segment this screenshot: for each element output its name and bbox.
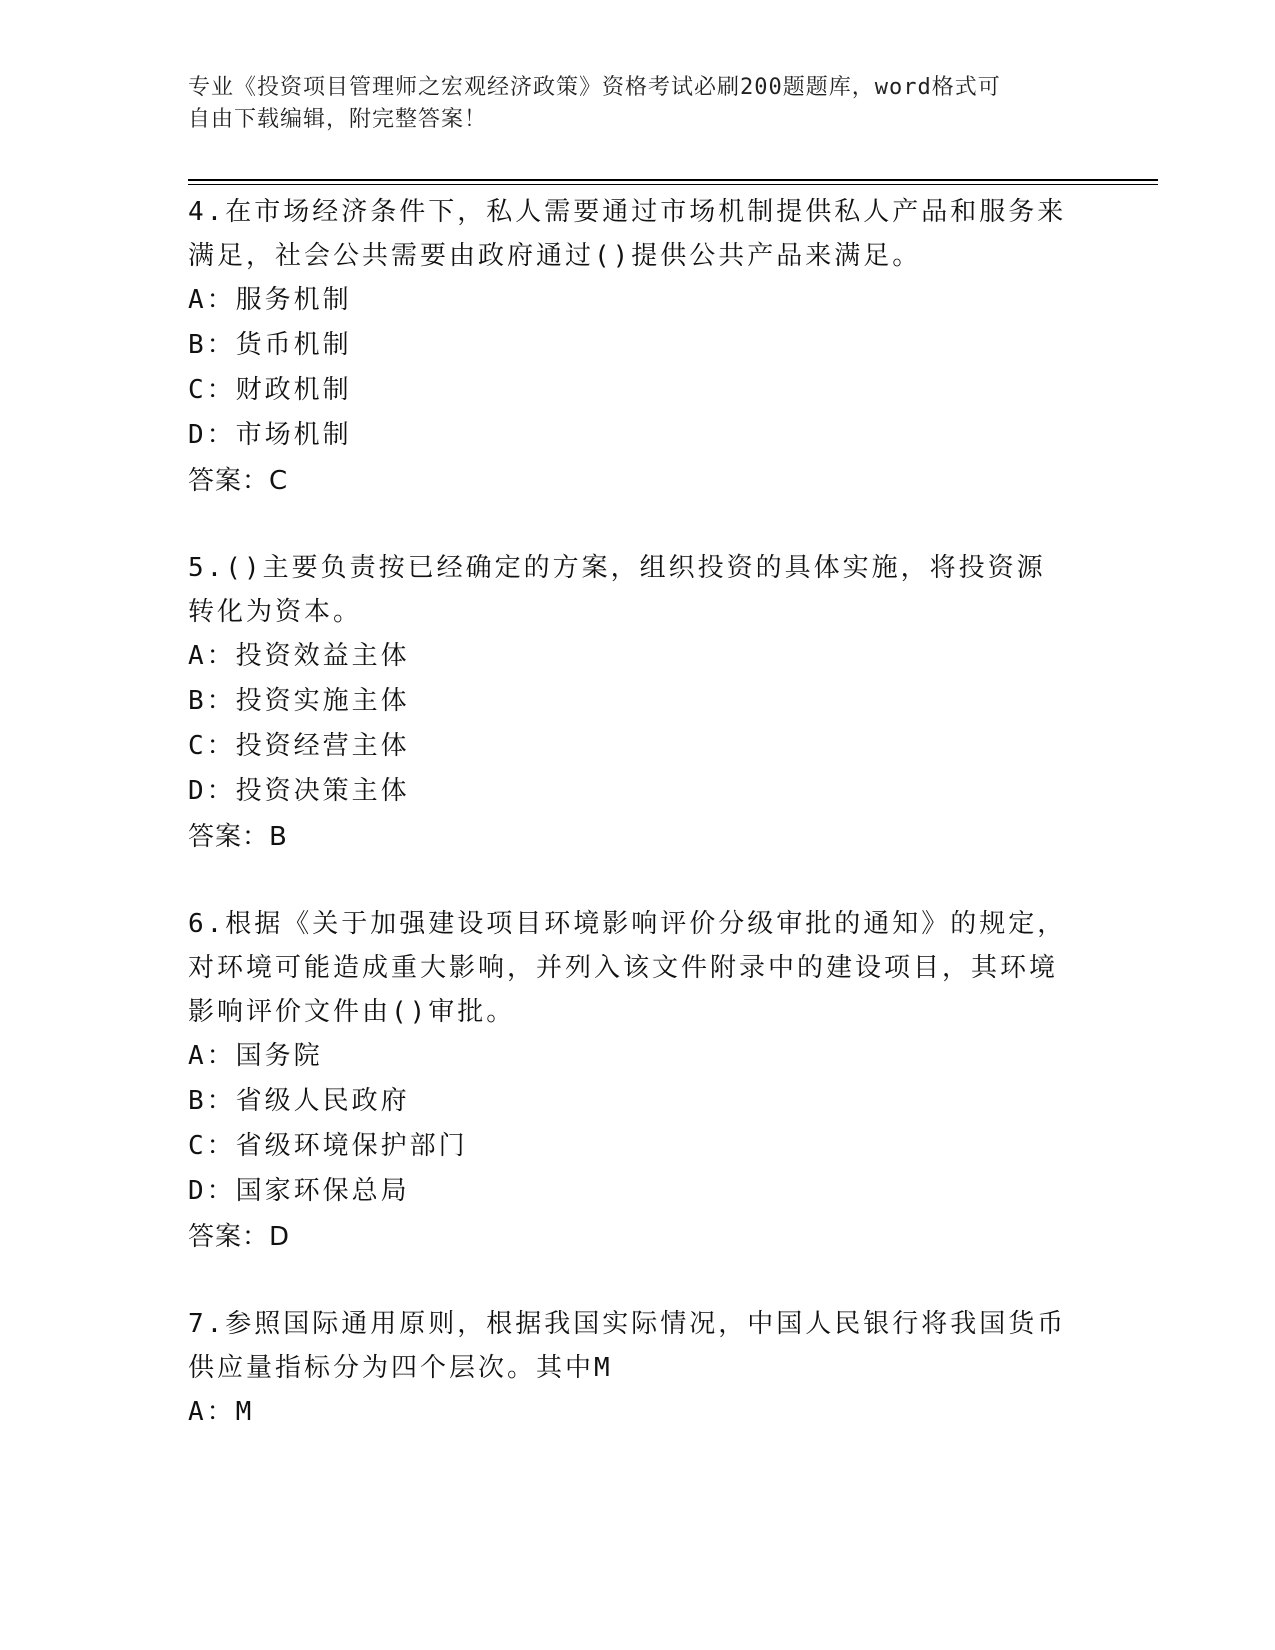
question-list xyxy=(188,190,1068,1435)
question-7 xyxy=(188,1302,1068,1435)
option-d: D：国家环保总局 xyxy=(188,1176,410,1206)
header-divider-thin xyxy=(188,184,1158,185)
option-b: B：投资实施主体 xyxy=(188,686,410,716)
option-c: C：投资经营主体 xyxy=(188,731,410,761)
header-line-2: 自由下载编辑，附完整答案！ xyxy=(188,107,488,132)
answer-line: 答案：D xyxy=(188,1222,291,1252)
answer-line: 答案：C xyxy=(188,466,289,496)
question-5 xyxy=(188,546,1068,860)
option-a: A：M xyxy=(188,1397,255,1427)
option-a: A：国务院 xyxy=(188,1041,323,1071)
document-header xyxy=(188,72,1068,136)
option-d: D：投资决策主体 xyxy=(188,776,410,806)
question-stem: 5.()主要负责按已经确定的方案，组织投资的具体实施，将投资源转化为资本。 xyxy=(188,553,1046,627)
option-d: D：市场机制 xyxy=(188,420,352,450)
option-b: B：货币机制 xyxy=(188,330,352,360)
option-a: A：服务机制 xyxy=(188,285,352,315)
header-divider-thick xyxy=(188,179,1158,181)
option-a: A：投资效益主体 xyxy=(188,641,410,671)
question-4 xyxy=(188,190,1068,504)
question-stem: 7.参照国际通用原则，根据我国实际情况，中国人民银行将我国货币供应量指标分为四个层次。其中M xyxy=(188,1309,1067,1383)
question-6 xyxy=(188,902,1068,1260)
option-c: C：财政机制 xyxy=(188,375,352,405)
question-stem: 6.根据《关于加强建设项目环境影响评价分级审批的通知》的规定，对环境可能造成重大影响，并列入该文件附录中的建设项目，其环境影响评价文件由()审批。 xyxy=(188,909,1067,1027)
option-b: B：省级人民政府 xyxy=(188,1086,410,1116)
question-stem: 4.在市场经济条件下，私人需要通过市场机制提供私人产品和服务来满足，社会公共需要由政府通过()提供公共产品来满足。 xyxy=(188,197,1067,271)
option-c: C：省级环境保护部门 xyxy=(188,1131,468,1161)
header-line-1: 专业《投资项目管理师之宏观经济政策》资格考试必刷200题题库，word格式可 xyxy=(188,75,1001,100)
answer-line: 答案：B xyxy=(188,822,288,852)
